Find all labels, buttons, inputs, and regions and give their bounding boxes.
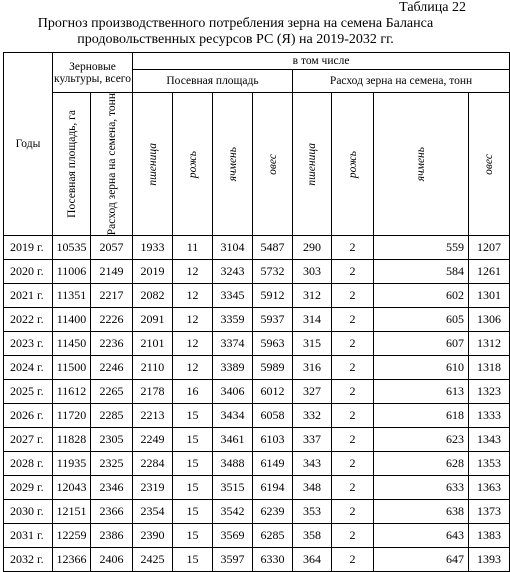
- table-row: [4, 236, 510, 260]
- cell-seed-rye: 2: [332, 404, 374, 428]
- cell-year: 2020 г.: [4, 260, 53, 284]
- table-title-line-2: продовольственных ресурсов РС (Я) на 2019-2032 гг.: [77, 32, 394, 47]
- header-seed-barley: ячмень: [374, 93, 469, 236]
- cell-seed-barley: 613: [374, 380, 469, 404]
- header-total-seed: Расход зерна на семена, тонн: [91, 93, 133, 236]
- cell-area-wheat: 2178: [133, 380, 173, 404]
- cell-year: 2025 г.: [4, 380, 53, 404]
- cell-area-rye: 12: [173, 260, 213, 284]
- header-area-oats: овес: [253, 93, 293, 236]
- cell-area-oats: 5937: [253, 308, 293, 332]
- cell-total-area: 11006: [53, 260, 91, 284]
- cell-seed-oats: 1261: [469, 260, 510, 284]
- cell-total-area: 11720: [53, 404, 91, 428]
- cell-area-rye: 11: [173, 236, 213, 260]
- table-row: [4, 260, 510, 284]
- cell-seed-wheat: 337: [293, 428, 332, 452]
- cell-area-oats: 5989: [253, 356, 293, 380]
- cell-seed-rye: 2: [332, 524, 374, 548]
- cell-year: 2029 г.: [4, 476, 53, 500]
- cell-seed-oats: 1393: [469, 548, 510, 572]
- header-including: в том числе: [133, 53, 510, 70]
- cell-seed-wheat: 327: [293, 380, 332, 404]
- cell-seed-barley: 628: [374, 452, 469, 476]
- cell-seed-wheat: 303: [293, 260, 332, 284]
- cell-seed-oats: 1343: [469, 428, 510, 452]
- cell-seed-oats: 1383: [469, 524, 510, 548]
- cell-seed-oats: 1373: [469, 500, 510, 524]
- table-row: [4, 500, 510, 524]
- table-row: [4, 404, 510, 428]
- cell-area-wheat: 1933: [133, 236, 173, 260]
- cell-seed-rye: 2: [332, 452, 374, 476]
- cell-total-seed: 2285: [91, 404, 133, 428]
- cell-seed-barley: 643: [374, 524, 469, 548]
- cell-area-wheat: 2284: [133, 452, 173, 476]
- cell-year: 2022 г.: [4, 308, 53, 332]
- cell-seed-oats: 1333: [469, 404, 510, 428]
- cell-total-area: 11935: [53, 452, 91, 476]
- header-seed-oats: овес: [469, 93, 510, 236]
- cell-area-rye: 15: [173, 428, 213, 452]
- cell-area-barley: 3434: [213, 404, 253, 428]
- cell-area-oats: 6058: [253, 404, 293, 428]
- cell-area-oats: 5487: [253, 236, 293, 260]
- cell-total-seed: 2305: [91, 428, 133, 452]
- cell-seed-rye: 2: [332, 236, 374, 260]
- cell-year: 2024 г.: [4, 356, 53, 380]
- cell-total-area: 11450: [53, 332, 91, 356]
- cell-seed-wheat: 290: [293, 236, 332, 260]
- cell-area-oats: 5912: [253, 284, 293, 308]
- cell-area-wheat: 2101: [133, 332, 173, 356]
- cell-total-seed: 2265: [91, 380, 133, 404]
- cell-area-rye: 12: [173, 308, 213, 332]
- cell-seed-rye: 2: [332, 548, 374, 572]
- cell-seed-oats: 1306: [469, 308, 510, 332]
- cell-area-rye: 15: [173, 476, 213, 500]
- cell-year: 2030 г.: [4, 500, 53, 524]
- cell-total-area: 11500: [53, 356, 91, 380]
- cell-seed-rye: 2: [332, 260, 374, 284]
- cell-seed-wheat: 364: [293, 548, 332, 572]
- cell-total-seed: 2149: [91, 260, 133, 284]
- cell-area-barley: 3359: [213, 308, 253, 332]
- cell-total-area: 12151: [53, 500, 91, 524]
- cell-area-rye: 15: [173, 524, 213, 548]
- cell-seed-wheat: 358: [293, 524, 332, 548]
- cell-seed-wheat: 332: [293, 404, 332, 428]
- cell-seed-rye: 2: [332, 308, 374, 332]
- cell-area-wheat: 2319: [133, 476, 173, 500]
- table-row: [4, 476, 510, 500]
- header-area-wheat: пшеница: [133, 93, 173, 236]
- cell-area-barley: 3345: [213, 284, 253, 308]
- cell-total-area: 11828: [53, 428, 91, 452]
- cell-total-area: 12043: [53, 476, 91, 500]
- cell-area-barley: 3597: [213, 548, 253, 572]
- header-seed-rye: рожь: [332, 93, 374, 236]
- cell-seed-barley: 584: [374, 260, 469, 284]
- table-row: [4, 548, 510, 572]
- cell-area-wheat: 2425: [133, 548, 173, 572]
- cell-total-seed: 2246: [91, 356, 133, 380]
- cell-area-rye: 12: [173, 284, 213, 308]
- cell-area-wheat: 2354: [133, 500, 173, 524]
- cell-year: 2028 г.: [4, 452, 53, 476]
- cell-total-area: 11612: [53, 380, 91, 404]
- cell-total-seed: 2386: [91, 524, 133, 548]
- cell-area-wheat: 2091: [133, 308, 173, 332]
- cell-seed-oats: 1318: [469, 356, 510, 380]
- cell-seed-barley: 623: [374, 428, 469, 452]
- cell-seed-wheat: 348: [293, 476, 332, 500]
- cell-area-oats: 6194: [253, 476, 293, 500]
- table-row: [4, 284, 510, 308]
- cell-area-oats: 6330: [253, 548, 293, 572]
- cell-area-wheat: 2390: [133, 524, 173, 548]
- cell-seed-wheat: 343: [293, 452, 332, 476]
- cell-seed-rye: 2: [332, 476, 374, 500]
- cell-seed-barley: 607: [374, 332, 469, 356]
- cell-total-seed: 2226: [91, 308, 133, 332]
- header-total-area: Посевная площадь, га: [53, 93, 91, 236]
- table-row: [4, 380, 510, 404]
- cell-area-oats: 6012: [253, 380, 293, 404]
- table-title-line-1: Прогноз производственного потребления зерна на семена Баланса: [37, 16, 434, 31]
- cell-seed-barley: 605: [374, 308, 469, 332]
- cell-area-oats: 6239: [253, 500, 293, 524]
- table-row: [4, 524, 510, 548]
- cell-year: 2027 г.: [4, 428, 53, 452]
- cell-area-barley: 3406: [213, 380, 253, 404]
- cell-total-seed: 2366: [91, 500, 133, 524]
- cell-seed-rye: 2: [332, 284, 374, 308]
- cell-area-rye: 15: [173, 452, 213, 476]
- cell-area-oats: 6285: [253, 524, 293, 548]
- table-row: [4, 332, 510, 356]
- cell-area-wheat: 2213: [133, 404, 173, 428]
- cell-area-barley: 3374: [213, 332, 253, 356]
- cell-seed-barley: 633: [374, 476, 469, 500]
- cell-seed-barley: 602: [374, 284, 469, 308]
- cell-seed-rye: 2: [332, 356, 374, 380]
- cell-area-oats: 6103: [253, 428, 293, 452]
- cell-area-oats: 5963: [253, 332, 293, 356]
- cell-seed-barley: 610: [374, 356, 469, 380]
- header-sown-area: Посевная площадь: [133, 70, 293, 93]
- cell-seed-oats: 1323: [469, 380, 510, 404]
- cell-total-seed: 2057: [91, 236, 133, 260]
- seed-consumption-table: [3, 52, 510, 572]
- cell-area-barley: 3515: [213, 476, 253, 500]
- cell-area-rye: 16: [173, 380, 213, 404]
- cell-seed-wheat: 353: [293, 500, 332, 524]
- cell-seed-oats: 1207: [469, 236, 510, 260]
- cell-seed-oats: 1312: [469, 332, 510, 356]
- cell-area-rye: 12: [173, 332, 213, 356]
- cell-seed-rye: 2: [332, 380, 374, 404]
- header-years: Годы: [4, 53, 53, 236]
- header-area-rye: рожь: [173, 93, 213, 236]
- cell-total-area: 12259: [53, 524, 91, 548]
- cell-area-barley: 3569: [213, 524, 253, 548]
- cell-total-seed: 2346: [91, 476, 133, 500]
- cell-seed-wheat: 315: [293, 332, 332, 356]
- cell-seed-barley: 618: [374, 404, 469, 428]
- cell-seed-rye: 2: [332, 332, 374, 356]
- cell-area-wheat: 2249: [133, 428, 173, 452]
- cell-seed-oats: 1363: [469, 476, 510, 500]
- cell-area-rye: 15: [173, 548, 213, 572]
- cell-seed-wheat: 314: [293, 308, 332, 332]
- table-row: [4, 308, 510, 332]
- cell-total-area: 12366: [53, 548, 91, 572]
- cell-seed-rye: 2: [332, 428, 374, 452]
- cell-seed-wheat: 316: [293, 356, 332, 380]
- cell-area-barley: 3461: [213, 428, 253, 452]
- cell-total-seed: 2217: [91, 284, 133, 308]
- cell-area-barley: 3542: [213, 500, 253, 524]
- cell-total-seed: 2236: [91, 332, 133, 356]
- cell-year: 2032 г.: [4, 548, 53, 572]
- cell-area-barley: 3243: [213, 260, 253, 284]
- cell-total-area: 10535: [53, 236, 91, 260]
- cell-area-wheat: 2019: [133, 260, 173, 284]
- cell-total-area: 11351: [53, 284, 91, 308]
- cell-total-seed: 2325: [91, 452, 133, 476]
- cell-total-area: 11400: [53, 308, 91, 332]
- cell-year: 2021 г.: [4, 284, 53, 308]
- cell-seed-wheat: 312: [293, 284, 332, 308]
- header-seed-use: Расход зерна на семена, тонн: [293, 70, 510, 93]
- table-label: Таблица 22: [399, 0, 466, 15]
- cell-year: 2031 г.: [4, 524, 53, 548]
- header-grain-total: Зерновые культуры, всего: [53, 53, 133, 93]
- table-row: [4, 428, 510, 452]
- cell-area-wheat: 2110: [133, 356, 173, 380]
- cell-seed-oats: 1353: [469, 452, 510, 476]
- cell-year: 2026 г.: [4, 404, 53, 428]
- table-row: [4, 356, 510, 380]
- cell-seed-barley: 647: [374, 548, 469, 572]
- table-row: [4, 452, 510, 476]
- cell-area-barley: 3488: [213, 452, 253, 476]
- cell-seed-barley: 559: [374, 236, 469, 260]
- cell-year: 2019 г.: [4, 236, 53, 260]
- cell-area-rye: 15: [173, 404, 213, 428]
- cell-area-oats: 5732: [253, 260, 293, 284]
- cell-area-barley: 3104: [213, 236, 253, 260]
- cell-total-seed: 2406: [91, 548, 133, 572]
- cell-area-wheat: 2082: [133, 284, 173, 308]
- cell-area-rye: 12: [173, 356, 213, 380]
- cell-seed-rye: 2: [332, 500, 374, 524]
- cell-area-barley: 3389: [213, 356, 253, 380]
- header-seed-wheat: пшеница: [293, 93, 332, 236]
- cell-area-rye: 15: [173, 500, 213, 524]
- cell-seed-oats: 1301: [469, 284, 510, 308]
- cell-area-oats: 6149: [253, 452, 293, 476]
- cell-year: 2023 г.: [4, 332, 53, 356]
- cell-seed-barley: 638: [374, 500, 469, 524]
- header-area-barley: ячмень: [213, 93, 253, 236]
